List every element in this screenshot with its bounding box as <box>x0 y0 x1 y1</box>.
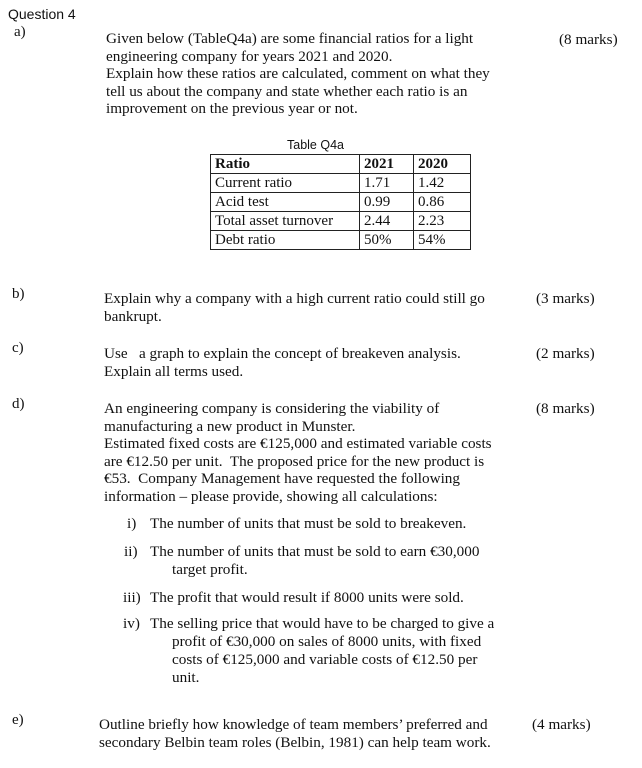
part-a-marks: (8 marks) <box>559 31 618 48</box>
table-header-cell: Ratio <box>211 155 360 174</box>
part-b-line: bankrupt. <box>104 307 162 325</box>
sub-item-number: iii) <box>123 589 141 606</box>
table-row <box>211 212 471 231</box>
table-header-cell: 2021 <box>360 155 414 174</box>
part-b-marks: (3 marks) <box>536 290 595 307</box>
part-d-text <box>104 400 492 506</box>
part-e-letter: e) <box>12 712 24 728</box>
table-cell: 50% <box>360 231 414 250</box>
question-title: Question 4 <box>8 6 76 22</box>
part-c-text <box>104 345 461 380</box>
part-d-line: information – please provide, showing all calculations: <box>104 487 438 505</box>
part-c-line: Explain all terms used. <box>104 362 244 380</box>
sub-item-line: The profit that would result if 8000 units were sold. <box>150 589 464 606</box>
table-cell: 2.23 <box>414 212 471 231</box>
sub-item-line: costs of €125,000 and variable costs of €12.50 per <box>172 651 478 668</box>
part-b-text <box>104 290 485 325</box>
table-cell: Total asset turnover <box>211 212 360 231</box>
table-header-cell: 2020 <box>414 155 471 174</box>
part-e-line: secondary Belbin team roles (Belbin, 1981) can help team work. <box>99 733 491 751</box>
part-d-line: An engineering company is considering the viability of <box>104 400 440 417</box>
part-d-line: manufacturing a new product in Munster. <box>104 417 356 435</box>
part-a-line: engineering company for years 2021 and 2020. <box>106 47 393 65</box>
part-b-letter: b) <box>12 286 25 302</box>
part-a-line: tell us about the company and state whether each ratio is an <box>106 82 468 100</box>
sub-item-line: The selling price that would have to be charged to give a <box>150 615 495 632</box>
part-e-marks: (4 marks) <box>532 716 591 733</box>
sub-item-line: profit of €30,000 on sales of 8000 units, with fixed <box>172 633 482 650</box>
part-a-text <box>106 30 490 118</box>
part-b-line: Explain why a company with a high current ratio could still go <box>104 290 485 307</box>
sub-item-iii <box>123 589 543 609</box>
part-d-line: are €12.50 per unit. The proposed price for the new product is <box>104 452 485 470</box>
part-d-line: €53. Company Management have requested the following <box>104 470 460 488</box>
table-cell: Current ratio <box>211 174 360 193</box>
sub-item-number: i) <box>127 515 137 532</box>
sub-item-iv <box>123 615 543 691</box>
table-cell: 1.71 <box>360 174 414 193</box>
table-header-row <box>211 155 471 174</box>
sub-item-line: unit. <box>172 669 200 686</box>
table-row <box>211 193 471 212</box>
table-caption: Table Q4a <box>287 138 344 152</box>
table-cell: 54% <box>414 231 471 250</box>
part-c-marks: (2 marks) <box>536 345 595 362</box>
sub-item-i <box>127 515 547 535</box>
sub-item-number: iv) <box>123 615 140 632</box>
sub-item-line: target profit. <box>172 561 248 578</box>
ratio-table <box>210 154 471 250</box>
table-cell: Debt ratio <box>211 231 360 250</box>
table-cell: 1.42 <box>414 174 471 193</box>
part-e-text <box>99 716 491 751</box>
table-cell: 0.99 <box>360 193 414 212</box>
part-a-line: Given below (TableQ4a) are some financial ratios for a light <box>106 30 474 47</box>
table-row <box>211 231 471 250</box>
sub-item-line: The number of units that must be sold to breakeven. <box>150 515 467 532</box>
table-row <box>211 174 471 193</box>
table-cell: 0.86 <box>414 193 471 212</box>
sub-item-number: ii) <box>124 543 138 560</box>
part-d-marks: (8 marks) <box>536 400 595 417</box>
part-e-line: Outline briefly how knowledge of team members’ preferred and <box>99 716 488 733</box>
part-a-line: improvement on the previous year or not. <box>106 100 358 118</box>
part-c-letter: c) <box>12 340 24 356</box>
part-a-letter: a) <box>14 24 26 40</box>
part-d-letter: d) <box>12 396 25 412</box>
table-cell: Acid test <box>211 193 360 212</box>
part-a-line: Explain how these ratios are calculated, comment on what they <box>106 65 490 83</box>
sub-item-ii <box>124 543 544 583</box>
part-c-line: Use a graph to explain the concept of breakeven analysis. <box>104 345 461 362</box>
part-d-line: Estimated fixed costs are €125,000 and estimated variable costs <box>104 435 492 453</box>
table-cell: 2.44 <box>360 212 414 231</box>
sub-item-line: The number of units that must be sold to earn €30,000 <box>150 543 480 560</box>
